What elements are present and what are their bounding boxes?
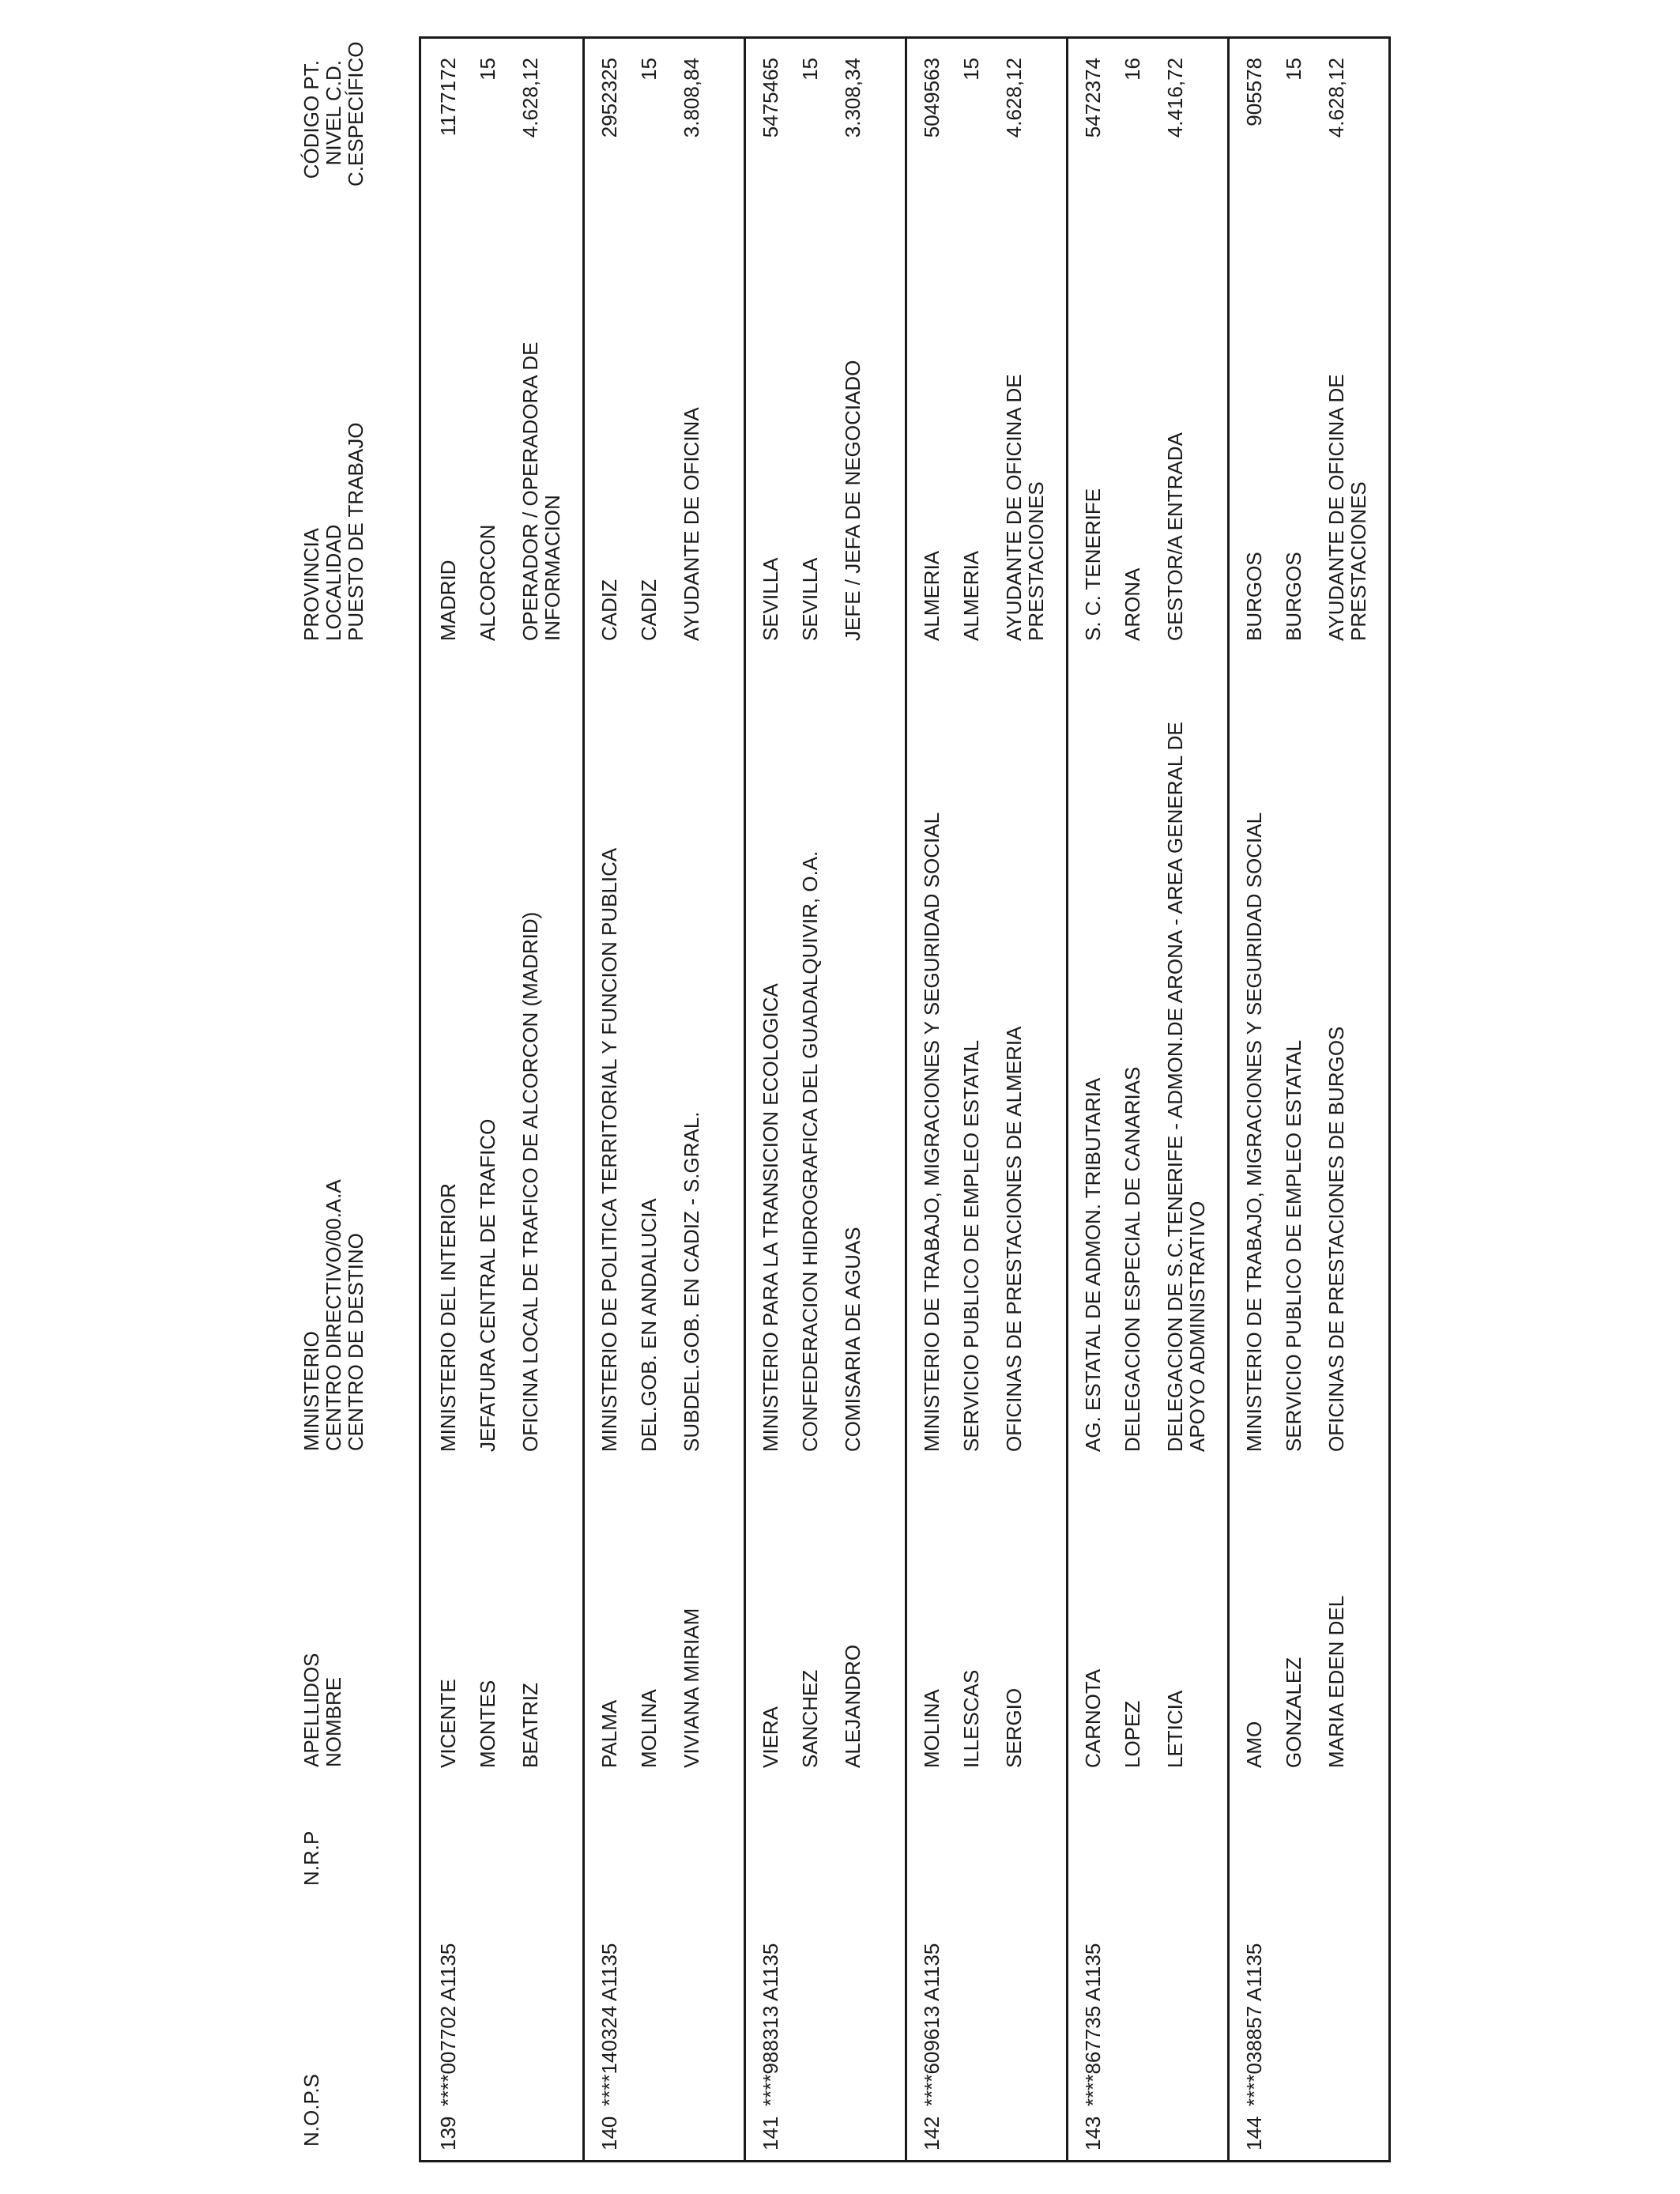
- record-nivel: 15: [637, 58, 661, 81]
- record-apellido1: PALMA: [597, 1699, 621, 1768]
- header-centro-directivo-label: CENTRO DIRECTIVO/00.A.A: [322, 1179, 345, 1451]
- record-nrp: ****867735 A1135: [1081, 1943, 1105, 2106]
- record-nivel: 16: [1121, 58, 1144, 81]
- record-centro-destino: OFICINAS DE PRESTACIONES DE BURGOS: [1324, 1026, 1348, 1452]
- record-especifico: 4.628,12: [1002, 58, 1026, 138]
- record-nrp: ****038857 A1135: [1242, 1943, 1266, 2106]
- record-centro-directivo: CONFEDERACION HIDROGRAFICA DEL GUADALQUIVIR, O.A.: [798, 850, 822, 1452]
- record-provincia: S. C. TENERIFE: [1081, 488, 1105, 641]
- record-puesto: AYUDANTE DE OFICINA: [680, 407, 703, 641]
- header-provincia-label: PROVINCIA: [299, 527, 323, 641]
- record-apellido2: GONZALEZ: [1282, 1657, 1305, 1768]
- record: [582, 39, 744, 2160]
- record-localidad: ALMERIA: [959, 550, 983, 641]
- header-localidad-label: LOCALIDAD: [322, 524, 345, 641]
- record: [421, 39, 582, 2160]
- record-apellido1: CARNOTA: [1081, 1668, 1105, 1768]
- record-nombre: SERGIO: [1002, 1687, 1026, 1768]
- record-nops: 143: [1081, 2116, 1105, 2151]
- record-puesto: AYUDANTE DE OFICINA DE PRESTACIONES: [1324, 374, 1370, 641]
- record-separator: [582, 39, 585, 2160]
- records-table: [419, 36, 1391, 2162]
- record-nops: 142: [920, 2116, 944, 2151]
- record-nombre: LETICIA: [1163, 1690, 1187, 1768]
- record-separator: [744, 39, 746, 2160]
- record-ministerio: MINISTERIO DE TRABAJO, MIGRACIONES Y SEGURIDAD SOCIAL: [920, 812, 944, 1452]
- header-ministerio: [300, 1179, 367, 1451]
- record-nivel: 15: [476, 58, 499, 81]
- record-separator: [905, 39, 907, 2160]
- record-puesto: GESTOR/A ENTRADA: [1163, 432, 1187, 641]
- record-provincia: BURGOS: [1242, 552, 1266, 641]
- header-especifico-label: C.ESPECÍFICO: [344, 41, 367, 187]
- record-nombre: BEATRIZ: [518, 1683, 542, 1768]
- header-centro-destino-label: CENTRO DE DESTINO: [344, 1233, 367, 1451]
- record-nrp: ****609613 A1135: [920, 1943, 944, 2106]
- record-centro-destino: OFICINA LOCAL DE TRAFICO DE ALCORCON (MADRID): [518, 911, 542, 1452]
- record-codigo: 5472374: [1081, 58, 1105, 138]
- record-ministerio: MINISTERIO PARA LA TRANSICION ECOLOGICA: [759, 983, 782, 1452]
- header-provincia: [300, 423, 367, 641]
- record-centro-directivo: DEL.GOB. EN ANDALUCIA: [637, 1198, 661, 1452]
- record-centro-directivo: DELEGACION ESPECIAL DE CANARIAS: [1121, 1066, 1144, 1452]
- record-localidad: ARONA: [1121, 567, 1144, 641]
- record-centro-destino: COMISARIA DE AGUAS: [841, 1227, 864, 1452]
- header-nops: [300, 2074, 322, 2147]
- record-puesto: AYUDANTE DE OFICINA DE PRESTACIONES: [1002, 374, 1048, 641]
- record-codigo: 2952325: [597, 58, 621, 138]
- record-localidad: ALCORCON: [476, 524, 499, 641]
- record-nivel: 15: [959, 58, 983, 81]
- record-nrp: ****140324 A1135: [597, 1943, 621, 2106]
- record-nrp: ****988313 A1135: [759, 1943, 782, 2106]
- record-nombre: VIVIANA MIRIAM: [680, 1608, 703, 1768]
- record-apellido2: ILLESCAS: [959, 1669, 983, 1768]
- record-nops: 141: [759, 2116, 782, 2151]
- record: [1066, 39, 1227, 2160]
- record-especifico: 3.808,84: [680, 58, 703, 138]
- record-localidad: CADIZ: [637, 579, 661, 641]
- header-ministerio-label: MINISTERIO: [299, 1331, 323, 1451]
- header-nrp-label: N.R.P: [299, 1830, 323, 1886]
- record-ministerio: MINISTERIO DE POLITICA TERRITORIAL Y FUNCION PUBLICA: [597, 847, 621, 1452]
- record-provincia: CADIZ: [597, 579, 621, 641]
- header-codigo: [299, 41, 367, 187]
- header-nombre-label: NOMBRE: [322, 1676, 345, 1767]
- record-apellido2: LOPEZ: [1121, 1700, 1144, 1768]
- header-nrp: [300, 1831, 322, 1886]
- record-separator: [1066, 39, 1068, 2160]
- record-nivel: 15: [798, 58, 822, 81]
- record-localidad: BURGOS: [1282, 552, 1305, 641]
- header-codigo-label: CÓDIGO PT.: [299, 60, 323, 179]
- header-nops-label: N.O.P.S: [299, 2073, 323, 2147]
- record-puesto: JEFE / JEFA DE NEGOCIADO: [841, 360, 864, 641]
- record-nops: 144: [1242, 2116, 1266, 2151]
- record-nombre: ALEJANDRO: [841, 1644, 864, 1768]
- record-apellido1: VICENTE: [436, 1679, 460, 1768]
- record-ministerio: AG. ESTATAL DE ADMON. TRIBUTARIA: [1081, 1077, 1105, 1452]
- record-apellido1: VIERA: [759, 1706, 782, 1768]
- record-apellido2: MOLINA: [637, 1689, 661, 1768]
- record-codigo: 5475465: [759, 58, 782, 138]
- record-ministerio: MINISTERIO DE TRABAJO, MIGRACIONES Y SEGURIDAD SOCIAL: [1242, 812, 1266, 1452]
- record-centro-directivo: SERVICIO PUBLICO DE EMPLEO ESTATAL: [959, 1039, 983, 1452]
- record-localidad: SEVILLA: [798, 557, 822, 641]
- record: [1227, 39, 1388, 2160]
- record-nops: 139: [436, 2116, 460, 2151]
- record-puesto: OPERADOR / OPERADORA DE INFORMACION: [518, 341, 564, 641]
- record-especifico: 3.308,34: [841, 58, 864, 138]
- record-centro-destino: OFICINAS DE PRESTACIONES DE ALMERIA: [1002, 1026, 1026, 1452]
- record-centro-destino: DELEGACION DE S.C.TENERIFE - ADMON.DE ARONA - AREA GENERAL DE APOYO ADMINISTRATIVO: [1163, 722, 1209, 1452]
- header-nivel-label: NIVEL C.D.: [322, 60, 345, 166]
- header-puesto-label: PUESTO DE TRABAJO: [344, 422, 367, 641]
- record-apellido1: AMO: [1242, 1721, 1266, 1768]
- record-provincia: ALMERIA: [920, 550, 944, 641]
- record-apellido2: MONTES: [476, 1679, 499, 1768]
- record-nivel: 15: [1282, 58, 1305, 81]
- record-especifico: 4.628,12: [518, 58, 542, 138]
- record-centro-destino: SUBDEL.GOB. EN CADIZ - S.GRAL.: [680, 1111, 703, 1452]
- record-centro-directivo: JEFATURA CENTRAL DE TRAFICO: [476, 1118, 499, 1452]
- record-apellido2: SANCHEZ: [798, 1669, 822, 1768]
- record-especifico: 4.416,72: [1163, 58, 1187, 138]
- record-provincia: SEVILLA: [759, 557, 782, 641]
- record: [905, 39, 1066, 2160]
- record-provincia: MADRID: [436, 560, 460, 641]
- record-ministerio: MINISTERIO DEL INTERIOR: [436, 1183, 460, 1452]
- record-nops: 140: [597, 2116, 621, 2151]
- record-especifico: 4.628,12: [1324, 58, 1348, 138]
- record: [744, 39, 905, 2160]
- record-codigo: 1177172: [436, 58, 460, 137]
- record-centro-directivo: SERVICIO PUBLICO DE EMPLEO ESTATAL: [1282, 1039, 1305, 1452]
- record-codigo: 5049563: [920, 58, 944, 138]
- record-separator: [1227, 39, 1230, 2160]
- header-apellidos-label: APELLIDOS: [299, 1653, 323, 1767]
- header-apellidos: [300, 1653, 345, 1767]
- record-nrp: ****007702 A1135: [436, 1943, 460, 2106]
- record-codigo: 905578: [1242, 58, 1266, 126]
- record-nombre: MARIA EDEN DEL: [1324, 1595, 1348, 1768]
- record-apellido1: MOLINA: [920, 1689, 944, 1768]
